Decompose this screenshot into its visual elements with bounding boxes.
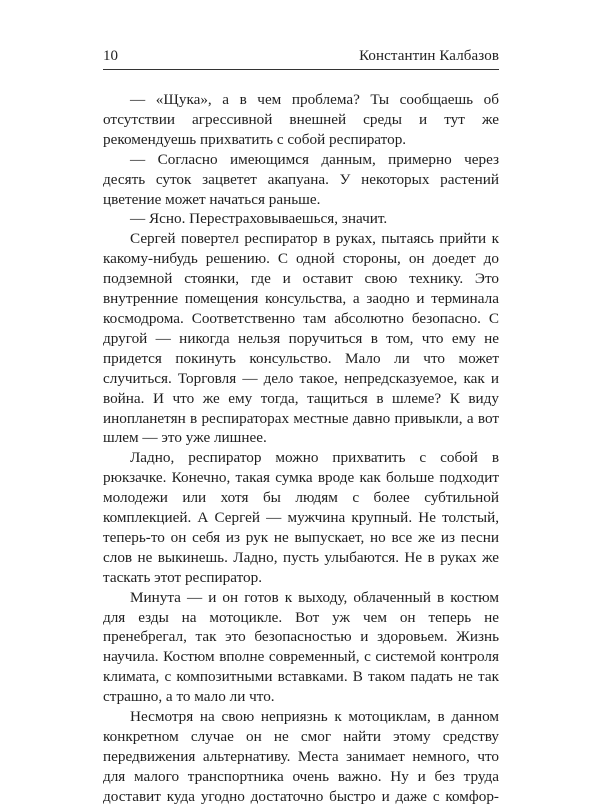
page-number: 10 (103, 48, 118, 64)
header-rule (103, 69, 499, 70)
paragraph: — Ясно. Перестраховываешься, значит. (130, 210, 388, 228)
body-text (103, 90, 499, 807)
paragraph: Минута — и он готов к выходу, облаченный в костюм для езды на мотоцикле. Вот уж чем он теперь не пренебрегал, так это безопасностью и здоровьем. Жизнь научила. Костюм вполне современный, с системой контроля климата, с композитными вставками. В таком падать не так страшно, а то мало ли что. (103, 588, 499, 706)
page-header (103, 46, 499, 66)
paragraph: Ладно, респиратор можно прихватить с собой в рюкзачке. Конечно, такая сумка вроде как больше подходит молодежи или хотя бы людям с более субтильной комплекцией. А Сергей — мужчина крупный. Не толстый, теперь-то он себя из рук не выпускает, но все же из песни слов не выкинешь. Ладно, пусть улыбаются. Не в руках же таскать этот респиратор. (103, 449, 499, 586)
paragraph: — Согласно имеющимся данным, примерно через десять суток зацветет акапуана. У некоторых растений цветение может начаться раньше. (103, 150, 499, 208)
paragraph: Сергей повертел респиратор в руках, пытаясь прийти к какому-нибудь решению. С одной стороны, он доедет до подземной стоянки, где и оставит свою технику. Это внутренние помещения консульства, а заодно и терминала космодрома. Соответственно там абсолютно безопасно. С другой — никогда нельзя поручиться в том, что ему не придется покинуть консульство. Мало ли что может случиться. Торговля — дело такое, непредсказуемое, как и война. И что же ему тогда, тащиться в шлеме? К виду инопланетян в респираторах местные давно привыкли, а вот шлем — это уже лишнее. (103, 230, 499, 447)
running-title: Константин Калбазов (359, 48, 499, 64)
paragraph: Несмотря на свою неприязнь к мотоциклам, в данном конкретном случае он не смог найти этому средству передвижения альтернативу. Места занимает немного, что для малого транспортника очень важно. Ну и без труда доставит куда угодно достаточно быстро и даже с комфор- (103, 708, 499, 805)
paragraph: — «Щука», а в чем проблема? Ты сообщаешь об отсутствии агрессивной внешней среды и тут же рекомендуешь прихватить с собой респиратор. (103, 91, 499, 148)
